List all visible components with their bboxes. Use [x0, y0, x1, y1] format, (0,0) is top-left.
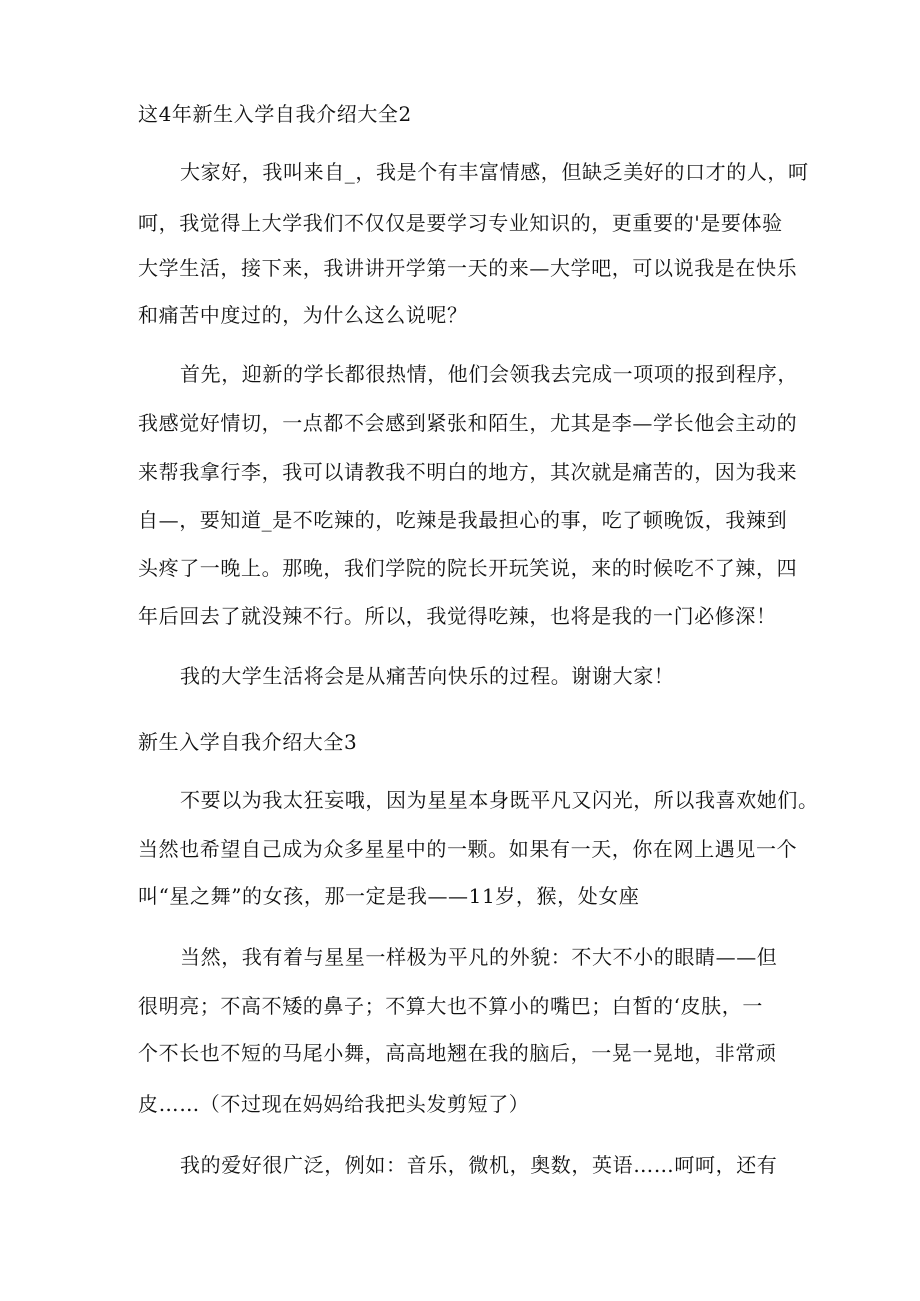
text-line: 大家好，我叫来自_，我是个有丰富情感，但缺乏美好的口才的人，呵 [180, 160, 809, 184]
text-line: 当然也希望自己成为众多星星中的一颗。如果有一天，你在网上遇见一个 [138, 837, 798, 861]
text-line: 头疼了一晚上。那晚，我们学院的院长开玩笑说，来的时候吃不了辣，四 [138, 556, 798, 580]
text-line: 不要以为我太狂妄哦，因为星星本身既平凡又闪光，所以我喜欢她们。 [180, 788, 819, 812]
text-line: 来帮我拿行李，我可以请教我不明白的地方，其次就是痛苦的，因为我来 [138, 460, 798, 484]
text-line: 年后回去了就没辣不行。所以，我觉得吃辣，也将是我的一门必修深！ [138, 604, 777, 628]
text-line: 大学生活，接下来，我讲讲开学第一天的来—大学吧，可以说我是在快乐 [138, 256, 798, 280]
text-line: 我的大学生活将会是从痛苦向快乐的过程。谢谢大家！ [180, 664, 675, 688]
text-line: 个不长也不短的马尾小舞，高高地翘在我的脑后，一晃一晃地，非常顽 [138, 1041, 777, 1065]
section-heading: 新生入学自我介绍大全3 [138, 730, 358, 754]
text-line: 首先，迎新的学长都很热情，他们会领我去完成一项项的报到程序， [180, 362, 798, 386]
text-line: 很明亮；不高不矮的鼻子；不算大也不算小的嘴巴；白皙的‘皮肤，一 [138, 994, 763, 1018]
text-line: 自—，要知道_是不吃辣的，吃辣是我最担心的事，吃了顿晚饭，我辣到 [138, 508, 788, 532]
text-line: 当然，我有着与星星一样极为平凡的外貌：不大不小的眼睛——但 [180, 945, 778, 969]
section-heading: 这4年新生入学自我介绍大全2 [138, 102, 412, 126]
text-line: 我感觉好情切，一点都不会感到紧张和陌生，尤其是李—学长他会主动的 [138, 411, 798, 435]
text-line: 叫“星之舞”的女孩，那一定是我——11岁，猴，处女座 [138, 884, 640, 908]
text-line: 呵，我觉得上大学我们不仅仅是要学习专业知识的，更重要的'是要体验 [138, 211, 783, 235]
text-line: 我的爱好很广泛，例如：音乐，微机，奥数，英语……呵呵，还有 [180, 1153, 778, 1177]
text-line: 和痛苦中度过的，为什么这么说呢？ [138, 303, 468, 327]
text-line: 皮……（不过现在妈妈给我把头发剪短了） [138, 1092, 530, 1116]
